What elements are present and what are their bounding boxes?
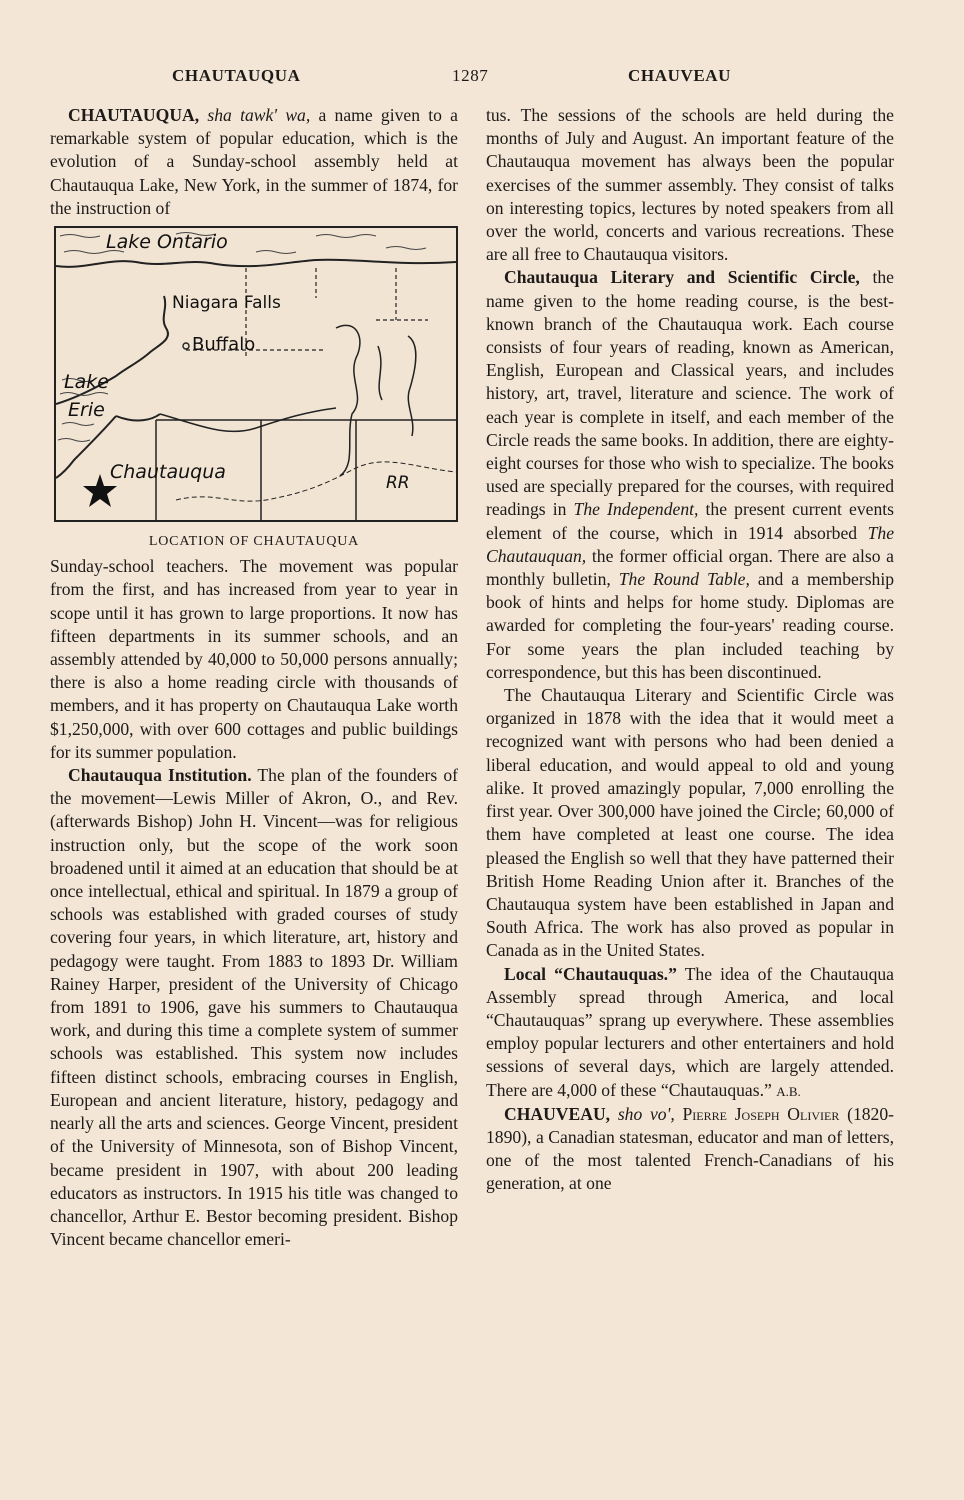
paragraph-continuation [50, 555, 458, 764]
title-reference: The Round Table, [618, 569, 750, 590]
paragraph-text: a name given to a remarkable system of popular education, which is the evolution of a Sunday-school assembly held at Chautauqua Lake, New York, in the summer of 1874, for the instruction of [50, 105, 458, 218]
subsection-heading: Local “Chautauquas.” [504, 963, 677, 984]
pronunciation: sho vo', [617, 1103, 675, 1124]
pronunciation: sha tawk' wa, [207, 105, 311, 125]
map-caption: LOCATION OF CHAUTAUQUA [148, 534, 360, 550]
map-label-buffalo: Buffalo [192, 334, 256, 356]
paragraph-text: the name given to the home reading course, is the best-known branch of the Chautauqua work. Each course consists of four years of reading, known as American, English, European and Classical years, and includes history, art, travel, literature and science. The work of each year is complete in itself, and each member of the Circle reads the same books. In addition, there are eighty-eight courses for those who wish to specialize. The books used are specially prepared for the courses, with required readings in [486, 267, 894, 520]
paragraph-text: Sunday-school teachers. The movement was popular from the first, and has increased from year to year in scope until it has grown to large proportions. It now has fifteen departments in its summer schools, and an assembly attended by 40,000 to 50,000 persons annually; there is also a home reading circle with thousands of members, and it has property on Chautauqua Lake worth $1,250,000, with over 600 cottages and public buildings for its summer population. [50, 556, 458, 762]
paragraph-text: the present current events element of the course, which in 1914 absorbed [486, 499, 894, 543]
entry-chautauqua-intro [50, 104, 458, 220]
paragraph-text: The Chautauqua Literary and Scientific Circle was organized in 1878 with the idea that it would meet a recognized want with persons who had been denied a liberal education, and would appeal to old and young alike. It proved amazingly popular, 7,000 enrolling the first year. Over 300,000 have joined the Circle; 60,000 of them have completed at least one course. The idea pleased the English so well that they have patterned their British Home Reading Union after it. Branches of the Chautauqua system have been established in Japan and South Africa. The work has also proved as popular in Canada as in the United States. [486, 685, 894, 961]
paragraph-text: (1820-1890), a Canadian statesman, educator and man of letters, one of the most talented French-Canadians of his generation, at one [486, 1103, 894, 1194]
map-label-lake-erie-2: Erie [68, 399, 105, 422]
page-number: 1287 [452, 66, 489, 85]
subsection-heading: Chautauqua Institution. [68, 765, 252, 786]
subsection-literary-circle [486, 266, 894, 684]
paragraph-text: the former official organ. There are also a monthly bulletin, [486, 545, 894, 590]
title-reference: The Chautauquan, [486, 522, 894, 566]
running-head-left: CHAUTAUQUA [172, 66, 301, 85]
map-label-niagara-falls: Niagara Falls [172, 293, 281, 314]
title-reference: The Independent, [573, 499, 699, 520]
person-name: Pierre Joseph Olivier [682, 1103, 848, 1124]
entry-headword: CHAUTAUQUA, [68, 105, 200, 125]
running-head-right: CHAUVEAU [628, 66, 732, 85]
subsection-institution [50, 764, 458, 1251]
entry-headword: CHAUVEAU, [504, 1103, 611, 1124]
paragraph-text: The idea of the Chautauqua Assembly spread through America, and local “Chautauquas” sprang up everywhere. These assemblies employ popular lecturers and other entertainers and hold sessions of several days, which are largely attended. There are 4,000 of these “Chautauquas.” [486, 963, 894, 1100]
paragraph-text: tus. The sessions of the schools are held during the months of July and August. An important feature of the Chautauqua movement has always been the popular exercises of the summer assembly. They consist of talks on interesting topics, lectures by noted speakers from all over the world, concerts and various recreations. These are all free to Chautauqua visitors. [486, 105, 894, 265]
map-label-lake-erie-1: Lake [64, 371, 109, 394]
paragraph-continuation [486, 104, 894, 266]
author-signature: A.B. [776, 1083, 801, 1099]
subsection-heading: Chautauqua Literary and Scientific Circle, [504, 267, 860, 288]
left-column [50, 104, 458, 1251]
entry-chauveau [486, 1103, 894, 1196]
subsection-local-chautauquas [486, 963, 894, 1103]
location-map [54, 226, 458, 522]
map-label-lake-ontario: Lake Ontario [106, 231, 228, 254]
map-label-railroad: RR [386, 473, 410, 494]
paragraph-circle-history [486, 684, 894, 962]
right-column [486, 104, 894, 1196]
paragraph-text: and a membership book of hints and helps for home study. Diplomas are awarded for completing the four-years' reading course. For some years the plan included teaching by correspondence, but this has been discontinued. [486, 569, 895, 682]
paragraph-text: The plan of the founders of the movement—Lewis Miller of Akron, O., and Rev. (afterwards Bishop) John H. Vincent—was for religious instruction only, but the scope of the work soon broadened until it aimed at an education that should be at once intellectual, ethical and spiritual. In 1879 a group of schools was established with graded courses of study covering four years, in which literature, art, history and pedagogy were taught. From 1883 to 1893 Dr. William Rainey Harper, president of the University of Chicago from 1891 to 1906, gave his summers to Chautauqua work, and during this time a complete system of summer schools was established. This system now includes fifteen distinct schools, embracing courses in English, European and ancient literature, history, pedagogy and nearly all the arts and sciences. George Vincent, president of the University of Minnesota, son of Bishop Vincent, became president in 1907, with about 200 leading educators as instructors. In 1915 his title was changed to chancellor, Arthur E. Bestor becoming president. Bishop Vincent became chancellor emeri- [50, 765, 458, 1250]
map-label-chautauqua: Chautauqua [110, 461, 226, 484]
